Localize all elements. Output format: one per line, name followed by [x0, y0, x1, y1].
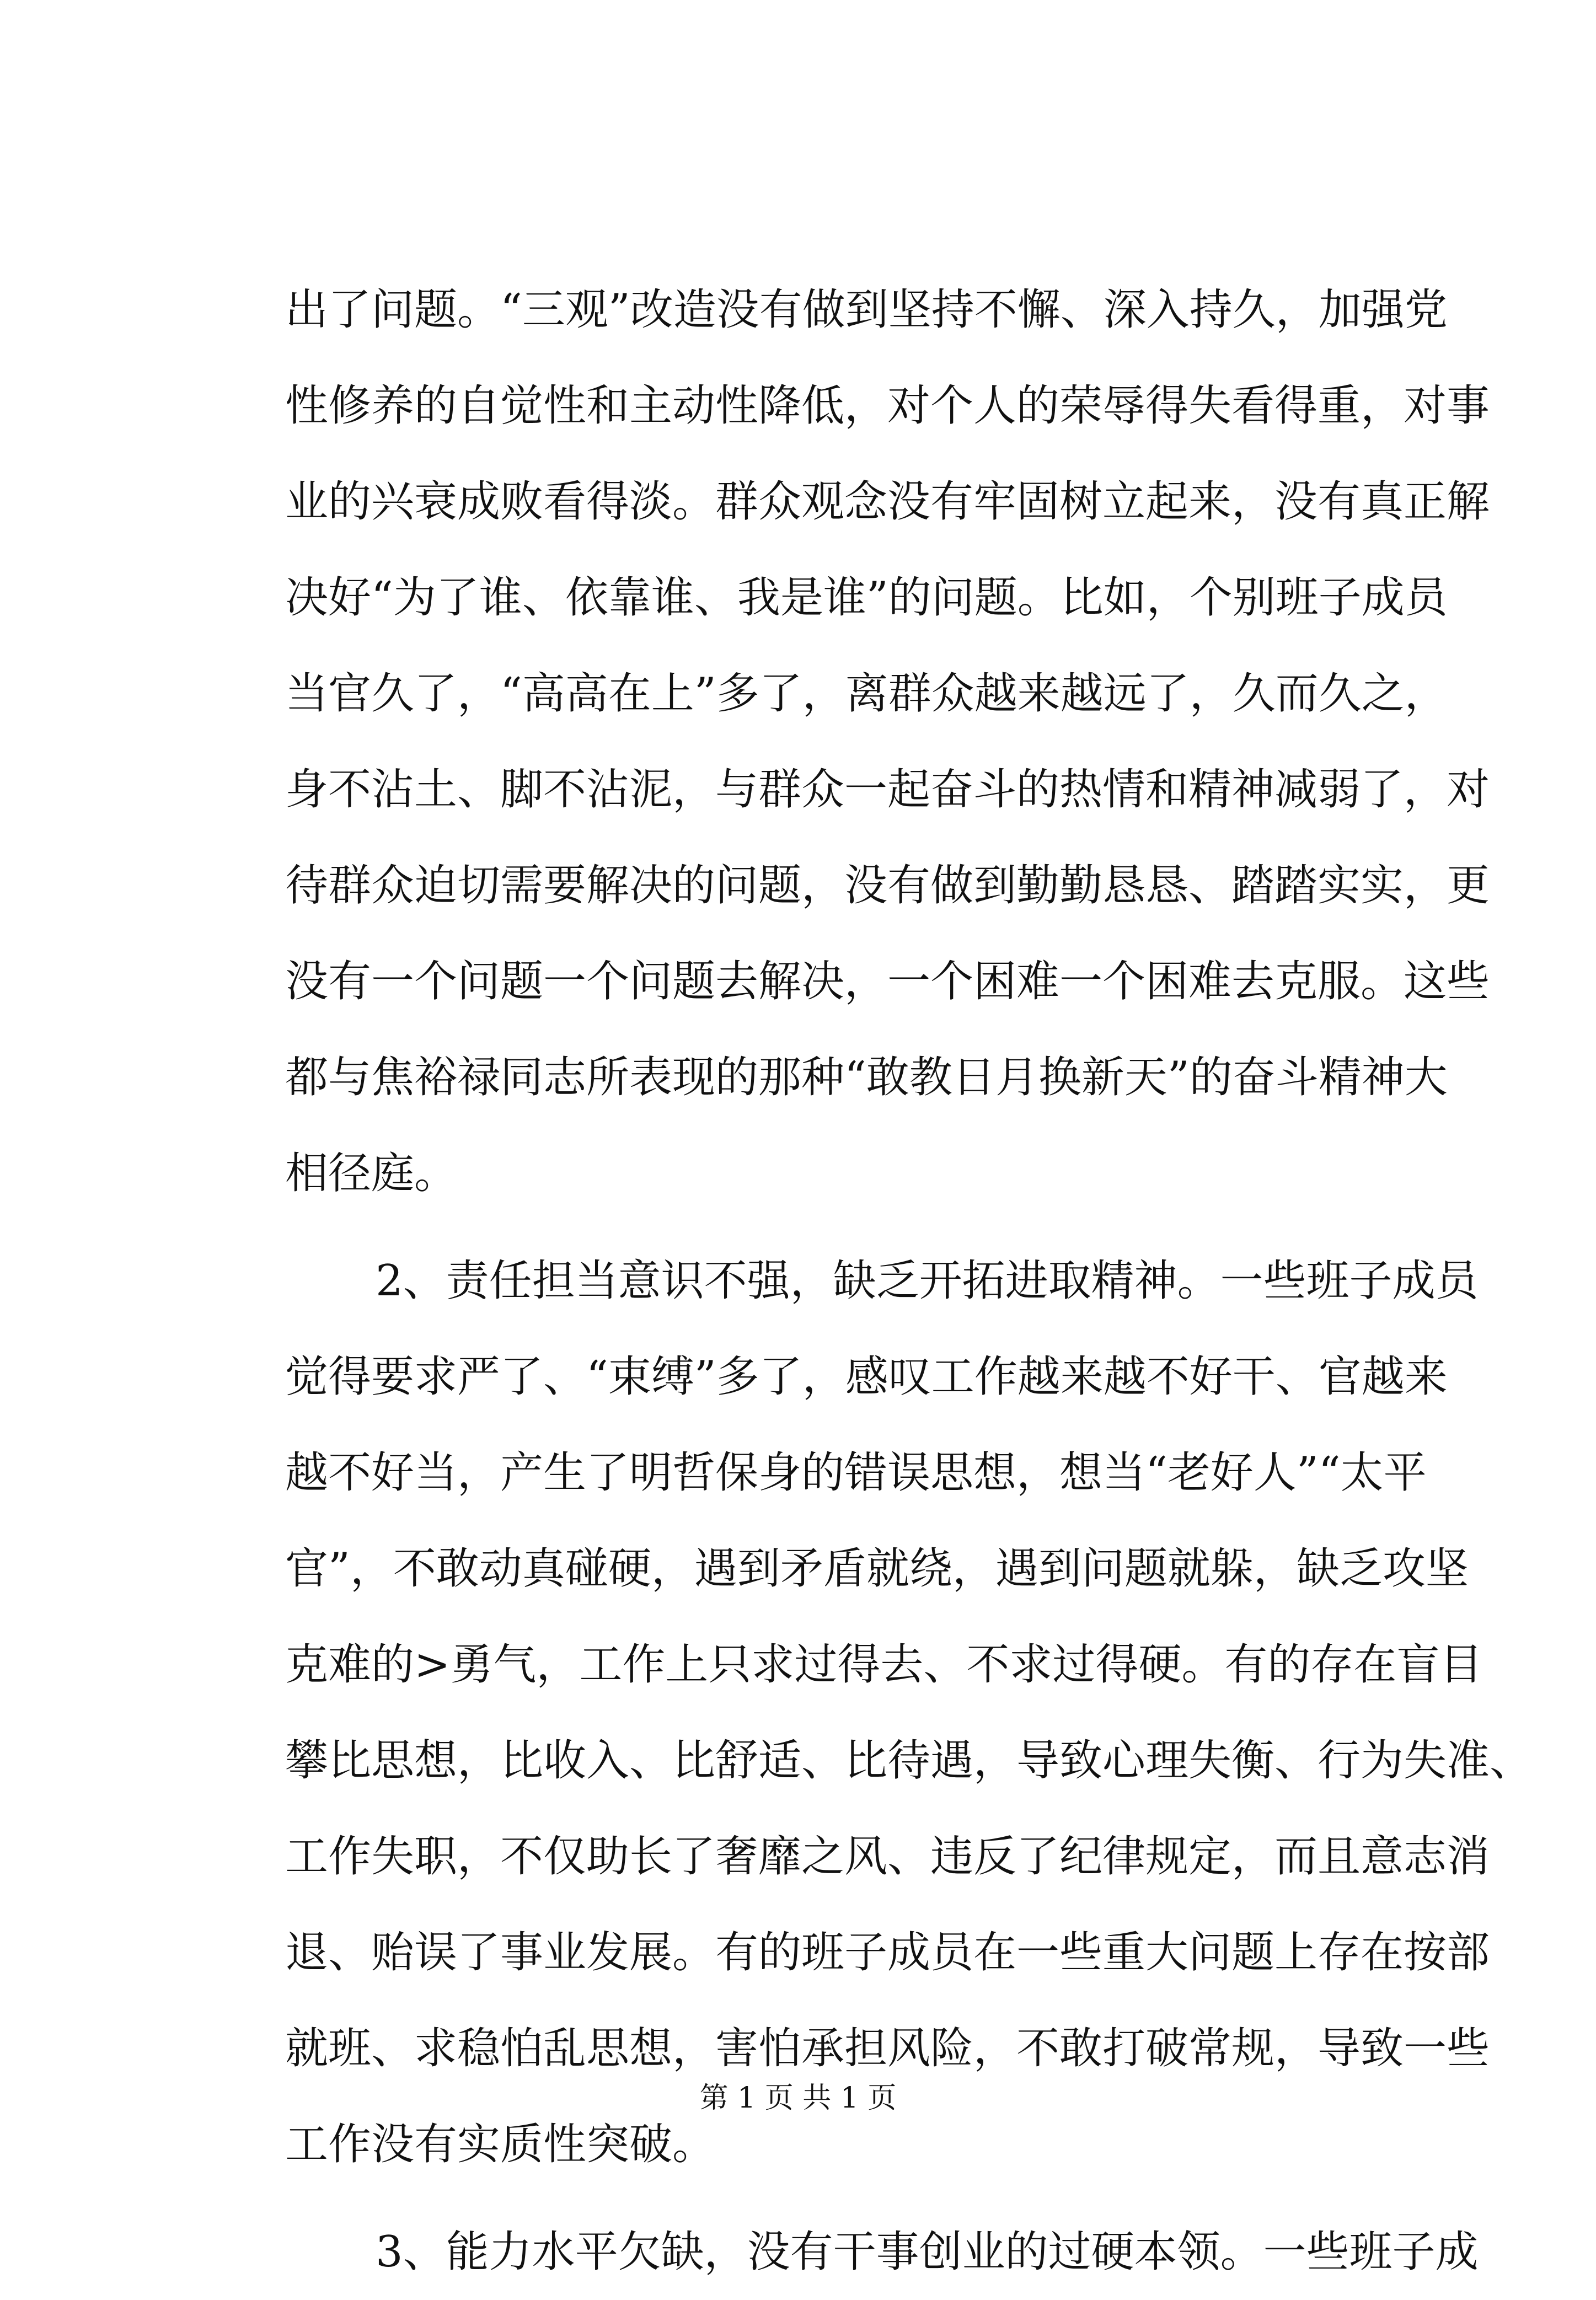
text-line: 业的兴衰成败看得淡。群众观念没有牢固树立起来，没有真正解: [285, 477, 1490, 527]
text-line: 3、能力水平欠缺，没有干事创业的过硬本领。一些班子成: [376, 2227, 1479, 2277]
text-line: 工作失职，不仅助长了奢靡之风、违反了纪律规定，而且意志消: [285, 1832, 1490, 1881]
text-line: 都与焦裕禄同志所表现的那种“敢教日月换新天”的奋斗精神大: [285, 1053, 1448, 1102]
text-line: 官”，不敢动真碰硬，遇到矛盾就绕，遇到问题就躲，缺乏攻坚: [285, 1544, 1469, 1594]
text-line: 没有一个问题一个问题去解决，一个困难一个困难去克服。这些: [285, 957, 1490, 1006]
text-line: 攀比思想，比收入、比舒适、比待遇，导致心理失衡、行为失准、: [285, 1736, 1533, 1786]
paragraph-1: [285, 262, 1490, 1221]
text-line: 决好“为了谁、依靠谁、我是谁”的问题。比如，个别班子成员: [285, 573, 1448, 623]
text-line: 当官久了，“高高在上”多了，离群众越来越远了，久而久之，: [285, 669, 1448, 719]
text-line: 越不好当，产生了明哲保身的错误思想，想当“老好人”“太平: [285, 1448, 1427, 1498]
text-line: 出了问题。“三观”改造没有做到坚持不懈、深入持久，加强党: [285, 285, 1448, 335]
text-line: 待群众迫切需要解决的问题，没有做到勤勤恳恳、踏踏实实，更: [285, 861, 1490, 910]
document-body: [285, 262, 1533, 2300]
text-line: 觉得要求严了、“束缚”多了，感叹工作越来越不好干、官越来: [285, 1352, 1448, 1402]
paragraph-3: [285, 2204, 1479, 2300]
page-footer: 第 1 页 共 1 页: [699, 2082, 897, 2115]
text-line: 相径庭。: [285, 1149, 458, 1198]
text-line: 工作没有实质性突破。: [285, 2120, 716, 2169]
text-line: 性修养的自觉性和主动性降低，对个人的荣辱得失看得重，对事: [285, 381, 1490, 431]
text-line: 身不沾土、脚不沾泥，与群众一起奋斗的热情和精神减弱了，对: [285, 765, 1490, 814]
text-line: 就班、求稳怕乱思想，害怕承担风险，不敢打破常规，导致一些: [285, 2024, 1490, 2073]
text-line: 2、责任担当意识不强，缺乏开拓进取精神。一些班子成员: [376, 1256, 1479, 1306]
text-line: 退、贻误了事业发展。有的班子成员在一些重大问题上存在按部: [285, 1928, 1490, 1977]
paragraph-2: [285, 1233, 1533, 2192]
text-line: 克难的>勇气，工作上只求过得去、不求过得硬。有的存在盲目: [285, 1640, 1483, 1690]
